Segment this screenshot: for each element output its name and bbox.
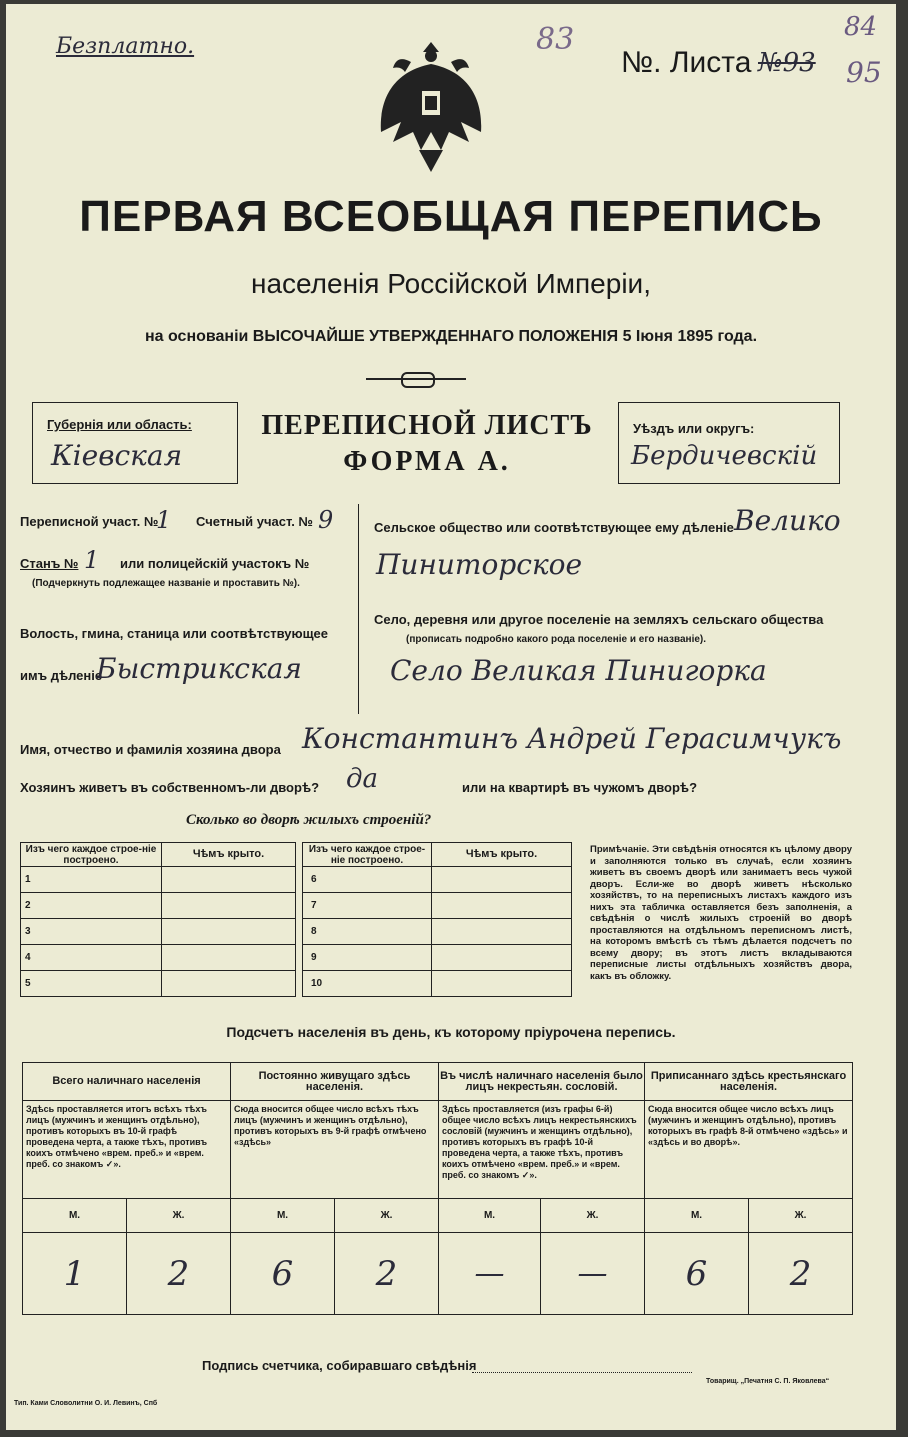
volost-value: Быстрикская <box>96 652 302 685</box>
building-roof-cell <box>432 945 572 971</box>
village-value: Село Великая Пинигорка <box>390 654 767 687</box>
building-row-number: 1 <box>21 867 162 893</box>
rural-society-value-1: Велико <box>734 504 841 537</box>
sheet-number-hand-3: 95 <box>846 56 882 89</box>
footer-left: Тип. Ками Словолитни О. И. Левинъ, Спб <box>14 1400 158 1407</box>
census-district-label: Переписной участ. № <box>20 514 159 529</box>
building-roof-cell <box>432 867 572 893</box>
tally-col-nonpeasant-desc: Здѣсь проставляется (изъ графы 6-й) общее число всѣхъ лицъ некрестьянскихъ сословій (мужчинъ и женщинъ отдѣльно), противъ которыхъ въ графѣ 10-й проведена черта, а также тѣхъ, противъ коихъ отмѣчено «врем. преб.» и «врем. преб. со знакомъ ✓». <box>439 1101 645 1199</box>
census-district-value: 1 <box>156 506 172 534</box>
sheet-number-hand-1: 83 <box>536 22 575 57</box>
census-sheet <box>6 4 896 1430</box>
building-row-number: 8 <box>303 919 432 945</box>
police-precinct-label: или полицейскій участокъ № <box>120 556 310 571</box>
rural-society-value-2: Пиниторское <box>376 548 583 581</box>
village-label: Село, деревня или другое поселеніе на земляхъ сельскаго общества <box>374 612 824 627</box>
village-note: (прописать подробно какого рода поселеніе и его названіе). <box>406 634 707 645</box>
tally-col-peasant-desc: Сюда вносится общее число всѣхъ лицъ (мужчинъ и женщинъ отдѣльно), противъ которыхъ въ графѣ 8-й отмѣчено «здѣсь» и «здѣсь и во дворѣ». <box>645 1101 853 1199</box>
building-row-number: 3 <box>21 919 162 945</box>
province-label: Губернія или область: <box>47 417 192 432</box>
note-text: Примѣчаніе. Эти свѣдѣнія относятся къ цѣлому двору и заполняются только въ случаѣ, если хозяинъ живетъ въ своемъ дворѣ или занимаетъ весь чужой дворъ. Если-же во дворѣ живетъ нѣсколько хозяйствъ, то на переписныхъ листахъ каждого изъ нихъ эта табличка оставляется безъ заполненія, а свѣдѣнія о числѣ жилыхъ строеній во дворѣ проставляются на отдѣльномъ переписномъ листѣ, на которомъ вмѣстѣ съ тѣмъ дѣлается подсчетъ по всему двору; въ этотъ листъ вкладываются переписные листы отдѣльныхъ хозяйствъ двора, какъ въ обложку. <box>590 844 852 982</box>
tally-male-header: М. <box>645 1199 749 1233</box>
building-roof-cell <box>432 893 572 919</box>
owner-name-label: Имя, отчество и фамилія хозяина двора <box>20 742 281 757</box>
tally-male-header: М. <box>23 1199 127 1233</box>
building-roof-cell <box>432 919 572 945</box>
signature-label: Подпись счетчика, собиравшаго свѣдѣнія <box>202 1358 477 1373</box>
buildings-question: Сколько во дворѣ жилыхъ строеній? <box>186 812 432 828</box>
stan-value: 1 <box>84 546 100 574</box>
signature-line <box>472 1372 692 1373</box>
building-row-number: 9 <box>303 945 432 971</box>
building-row-number: 6 <box>303 867 432 893</box>
roof-header: Чѣмъ крыто. <box>162 843 296 867</box>
building-row-number: 2 <box>21 893 162 919</box>
tally-col-total-head: Всего наличнаго населенія <box>23 1063 231 1101</box>
volost-label: Волость, гмина, станица или соотвѣтствующее <box>20 626 329 641</box>
buildings-table-left <box>20 842 296 997</box>
footer-right: Товарищ. „Печатня С. П. Яковлева“ <box>706 1378 830 1385</box>
form-title: ПЕРЕПИСНОЙ ЛИСТЪ <box>261 410 593 441</box>
building-roof-cell <box>162 867 296 893</box>
material-header: Изъ чего каждое строе-ніе построено. <box>303 843 432 867</box>
tally-total-male: 1 <box>23 1233 127 1315</box>
material-header: Изъ чего каждое строе-ніе построено. <box>21 843 162 867</box>
ornament-center <box>401 372 435 388</box>
district-value: Бердичевскій <box>631 441 818 471</box>
tally-female-header: Ж. <box>749 1199 853 1233</box>
building-roof-cell <box>162 919 296 945</box>
owner-lives-label: Хозяинъ живетъ въ собственномъ-ли дворѣ? <box>20 780 320 795</box>
province-value: Кіевская <box>51 439 183 472</box>
district-box <box>618 402 840 484</box>
district-label: Уѣздъ или округъ: <box>633 421 755 436</box>
building-row-number: 4 <box>21 945 162 971</box>
building-roof-cell <box>162 893 296 919</box>
tally-col-peasant-head: Приписаннаго здѣсь крестьянскаго населенія. <box>645 1063 853 1101</box>
tally-peasant-female: 2 <box>749 1233 853 1315</box>
owner-lives-value: да <box>346 764 378 794</box>
building-row-number: 7 <box>303 893 432 919</box>
tally-col-permanent-desc: Сюда вносится общее число всѣхъ тѣхъ лицъ (мужчинъ и женщинъ отдѣльно), противъ которыхъ въ 9-й графѣ отмѣчено «здѣсь» <box>231 1101 439 1199</box>
buildings-table-right <box>302 842 572 997</box>
census-subtitle: населенія Россійской Имперіи, <box>251 268 651 299</box>
census-basis: на основаніи ВЫСОЧАЙШЕ УТВЕРЖДЕННАГО ПОЛОЖЕНІЯ 5 Іюня 1895 года. <box>144 328 758 345</box>
free-label: Безплатно. <box>56 34 195 59</box>
stan-label: Станъ № <box>20 556 79 571</box>
tally-female-header: Ж. <box>335 1199 439 1233</box>
form-letter: ФОРМА А. <box>343 446 511 477</box>
fields-divider <box>358 504 359 714</box>
tally-nonpeasant-male: — <box>439 1233 541 1315</box>
tally-total-female: 2 <box>127 1233 231 1315</box>
building-row-number: 10 <box>303 971 432 997</box>
census-title: ПЕРВАЯ ВСЕОБЩАЯ ПЕРЕПИСЬ <box>79 192 823 241</box>
count-district-label: Счетный участ. № <box>196 514 313 529</box>
tally-female-header: Ж. <box>541 1199 645 1233</box>
tally-permanent-male: 6 <box>231 1233 335 1315</box>
tally-nonpeasant-female: — <box>541 1233 645 1315</box>
tally-title: Подсчетъ населенія въ день, къ которому пріурочена перепись. <box>226 1024 676 1040</box>
count-district-value: 9 <box>318 506 334 534</box>
sheet-number-hand-2: 84 <box>844 12 878 42</box>
tally-col-total-desc: Здѣсь проставляется итогъ всѣхъ тѣхъ лицъ (мужчинъ и женщинъ отдѣльно), противъ которыхъ въ 10-й графѣ проведена черта, а также тѣхъ, противъ коихъ отмѣчено «врем. преб.» и «врем. преб. со знакомъ ✓». <box>23 1101 231 1199</box>
building-roof-cell <box>162 945 296 971</box>
rural-society-label: Сельское общество или соотвѣтствующее ему дѣленіе <box>374 520 734 535</box>
tally-col-permanent-head: Постоянно живущаго здѣсь населенія. <box>231 1063 439 1101</box>
tally-male-header: М. <box>439 1199 541 1233</box>
sheet-number-struck: №93 <box>758 48 816 78</box>
building-row-number: 5 <box>21 971 162 997</box>
roof-header: Чѣмъ крыто. <box>432 843 572 867</box>
tally-table <box>22 1062 853 1315</box>
stan-note: (Подчеркнуть подлежащее названіе и проставить №). <box>32 578 300 589</box>
tally-male-header: М. <box>231 1199 335 1233</box>
tally-permanent-female: 2 <box>335 1233 439 1315</box>
building-roof-cell <box>432 971 572 997</box>
owner-name-value: Константинъ Андрей Герасимчукъ <box>302 722 842 755</box>
tally-col-nonpeasant-head: Въ числѣ наличнаго населенія было лицъ некрестьян. сословій. <box>439 1063 645 1101</box>
tally-peasant-male: 6 <box>645 1233 749 1315</box>
owner-lives-rest: или на квартирѣ въ чужомъ дворѣ? <box>462 780 698 795</box>
volost-label-2: имъ дѣленіе <box>20 668 103 683</box>
province-box <box>32 402 238 484</box>
double-headed-eagle-emblem <box>371 32 491 182</box>
building-roof-cell <box>162 971 296 997</box>
sheet-number-label: №. Листа <box>621 46 752 79</box>
tally-female-header: Ж. <box>127 1199 231 1233</box>
